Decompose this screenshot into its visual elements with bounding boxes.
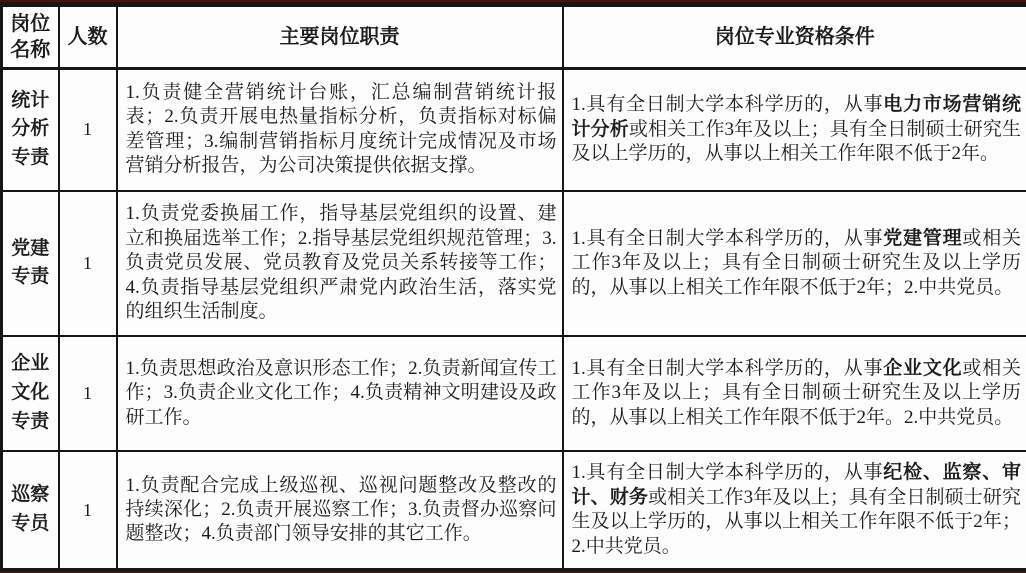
position-name-cell: 党建专责 <box>2 191 59 336</box>
header-row <box>2 5 1026 69</box>
job-positions-table <box>0 2 1026 571</box>
headcount-cell: 1 <box>59 336 117 451</box>
position-name-cell: 统计分析专责 <box>2 69 59 191</box>
duties-cell: 1.负责思想政治及意识形态工作；2.负责新闻宣传工作；3.负责企业文化工作；4.负责精神文明建设及政研工作。 <box>117 336 563 451</box>
table-row <box>2 336 1026 451</box>
col-header-headcount: 人数 <box>59 5 117 69</box>
headcount-cell: 1 <box>59 191 117 336</box>
qualification-cell: 1.具有全日制大学本科学历的，从事电力市场营销统计分析或相关工作3年及以上；具有全日制硕士研究生及以上学历的，从事以上相关工作年限不低于2年。 <box>563 69 1026 191</box>
qualification-cell: 1.具有全日制大学本科学历的，从事党建管理或相关工作3年及以上；具有全日制硕士研究生及以上学历的，从事以上相关工作年限不低于2年；2.中共党员。 <box>563 191 1026 336</box>
duties-cell: 1.负责健全营销统计台账，汇总编制营销统计报表；2.负责开展电热量指标分析，负责指标对标偏差管理；3.编制营销指标月度统计完成情况及市场营销分析报告，为公司决策提供依据支撑。 <box>117 69 563 191</box>
headcount-cell: 1 <box>59 69 117 191</box>
position-name-cell: 巡察专员 <box>2 451 59 569</box>
table-row <box>2 451 1026 569</box>
table-row <box>2 69 1026 191</box>
headcount-cell: 1 <box>59 451 117 569</box>
qualification-cell: 1.具有全日制大学本科学历的，从事纪检、监察、审计、财务或相关工作3年及以上；具有全日制硕士研究生及以上学历的，从事以上相关工作年限不低于2年；2.中共党员。 <box>563 451 1026 569</box>
table-row <box>2 191 1026 336</box>
position-name-cell: 企业文化专责 <box>2 336 59 451</box>
qualification-cell: 1.具有全日制大学本科学历的，从事企业文化或相关工作3年及以上；具有全日制硕士研究生及以上学历的，从事以上相关工作年限不低于2年。2.中共党员。 <box>563 336 1026 451</box>
col-header-qualifications: 岗位专业资格条件 <box>563 5 1026 69</box>
duties-cell: 1.负责党委换届工作，指导基层党组织的设置、建立和换届选举工作；2.指导基层党组织规范管理；3.负责党员发展、党员教育及党员关系转接等工作；4.负责指导基层党组织严肃党内政治生活，落实党的组织生活制度。 <box>117 191 563 336</box>
duties-cell: 1.负责配合完成上级巡视、巡视问题整改及整改的持续深化；2.负责开展巡察工作；3.负责督办巡察问题整改；4.负责部门领导安排的其它工作。 <box>117 451 563 569</box>
col-header-duties: 主要岗位职责 <box>117 5 563 69</box>
col-header-position-name: 岗位名称 <box>2 5 59 69</box>
